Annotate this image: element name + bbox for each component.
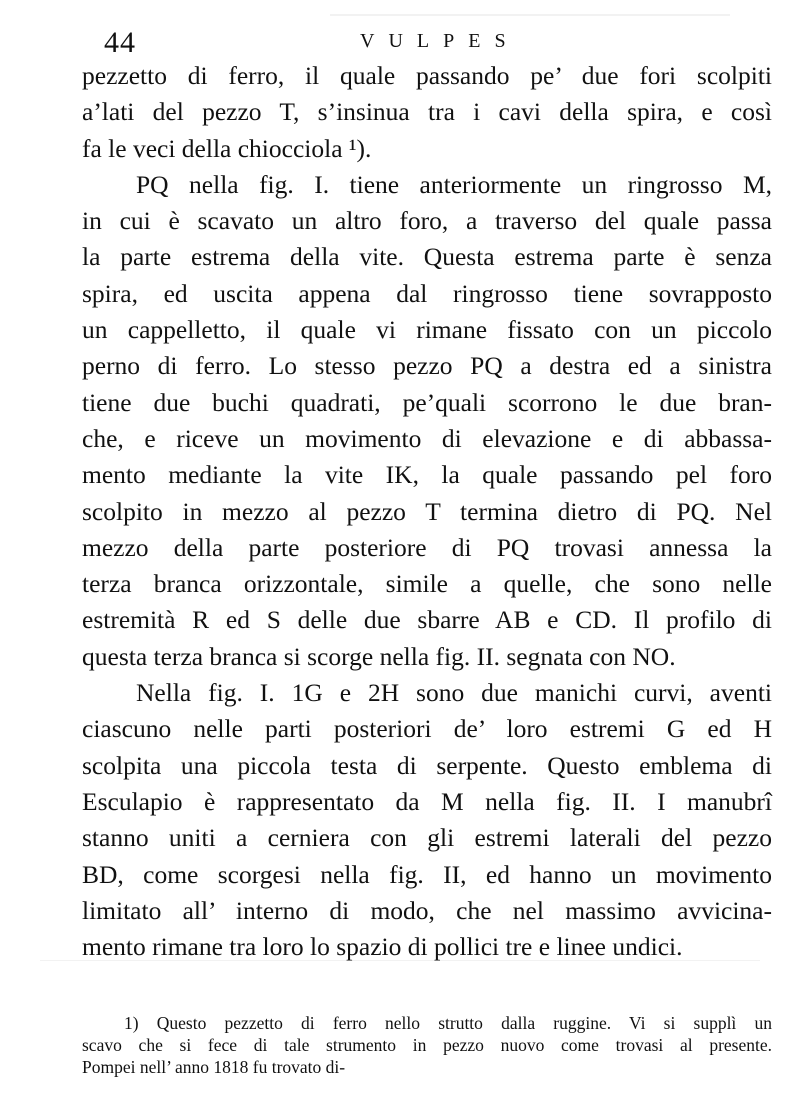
body-text <box>82 58 772 965</box>
text-line: stanno uniti a cerniera con gli estremi laterali del pezzo <box>82 823 772 853</box>
text-line: ciascuno nelle parti posteriori de’ loro estremi G ed H <box>82 714 772 744</box>
text-line: Nella fig. I. 1G e 2H sono due manichi curvi, aventi <box>136 678 772 708</box>
text-line: che, e riceve un movimento di elevazione e di abbassa- <box>82 423 772 453</box>
text-line: terza branca orizzontale, simile a quelle, che sono nelle <box>82 569 772 599</box>
running-head: VULPES <box>360 30 520 52</box>
text-line: perno di ferro. Lo stesso pezzo PQ a destra ed a sinistra <box>82 351 772 381</box>
text-line: a’lati del pezzo T, s’insinua tra i cavi della spira, e così <box>82 97 772 127</box>
text-line: la parte estrema della vite. Questa estrema parte è senza <box>82 242 772 272</box>
page-header <box>100 22 760 58</box>
text-line: mezzo della parte posteriore di PQ trovasi annessa la <box>82 532 772 562</box>
text-line: un cappelletto, il quale vi rimane fissato con un piccolo <box>82 315 772 345</box>
footnote-line: 1) Questo pezzetto di ferro nello strutto dalla ruggine. Vi si supplì un <box>124 1013 772 1033</box>
text-line: mento rimane tra loro lo spazio di pollici tre e linee undici. <box>82 932 683 962</box>
text-line: questa terza branca si scorge nella fig. II. segnata con NO. <box>82 641 676 671</box>
footnotes <box>82 1012 772 1078</box>
text-line: scolpito in mezzo al pezzo T termina dietro di PQ. Nel <box>82 496 772 526</box>
text-line: fa le veci della chiocciola ¹). <box>82 133 372 163</box>
text-line: PQ nella fig. I. tiene anteriormente un ringrosso M, <box>136 169 772 199</box>
text-line: limitato all’ interno di modo, che nel massimo avvicina- <box>82 895 772 925</box>
footnote-line: Pompei nell’ anno 1818 fu trovato di- <box>82 1057 346 1077</box>
text-line: BD, come scorgesi nella fig. II, ed hanno un movimento <box>82 859 772 889</box>
text-line: in cui è scavato un altro foro, a traverso del quale passa <box>82 206 772 236</box>
text-line: mento mediante la vite IK, la quale passando pel foro <box>82 460 772 490</box>
page-number: 44 <box>104 26 136 59</box>
text-line: spira, ed uscita appena dal ringrosso tiene sovrapposto <box>82 278 772 308</box>
show-through-texture <box>40 960 760 1001</box>
text-line: pezzetto di ferro, il quale passando pe’ due fori scolpiti <box>82 61 772 90</box>
footnote-line: scavo che si fece di tale strumento in pezzo nuovo come trovasi al presente. <box>82 1035 772 1055</box>
text-line: estremità R ed S delle due sbarre AB e CD. Il profilo di <box>82 605 772 635</box>
text-line: tiene due buchi quadrati, pe’quali scorrono le due bran- <box>82 387 772 417</box>
text-line: Esculapio è rappresentato da M nella fig. II. I manubrî <box>82 786 772 816</box>
text-line: scolpita una piccola testa di serpente. Questo emblema di <box>82 750 772 780</box>
